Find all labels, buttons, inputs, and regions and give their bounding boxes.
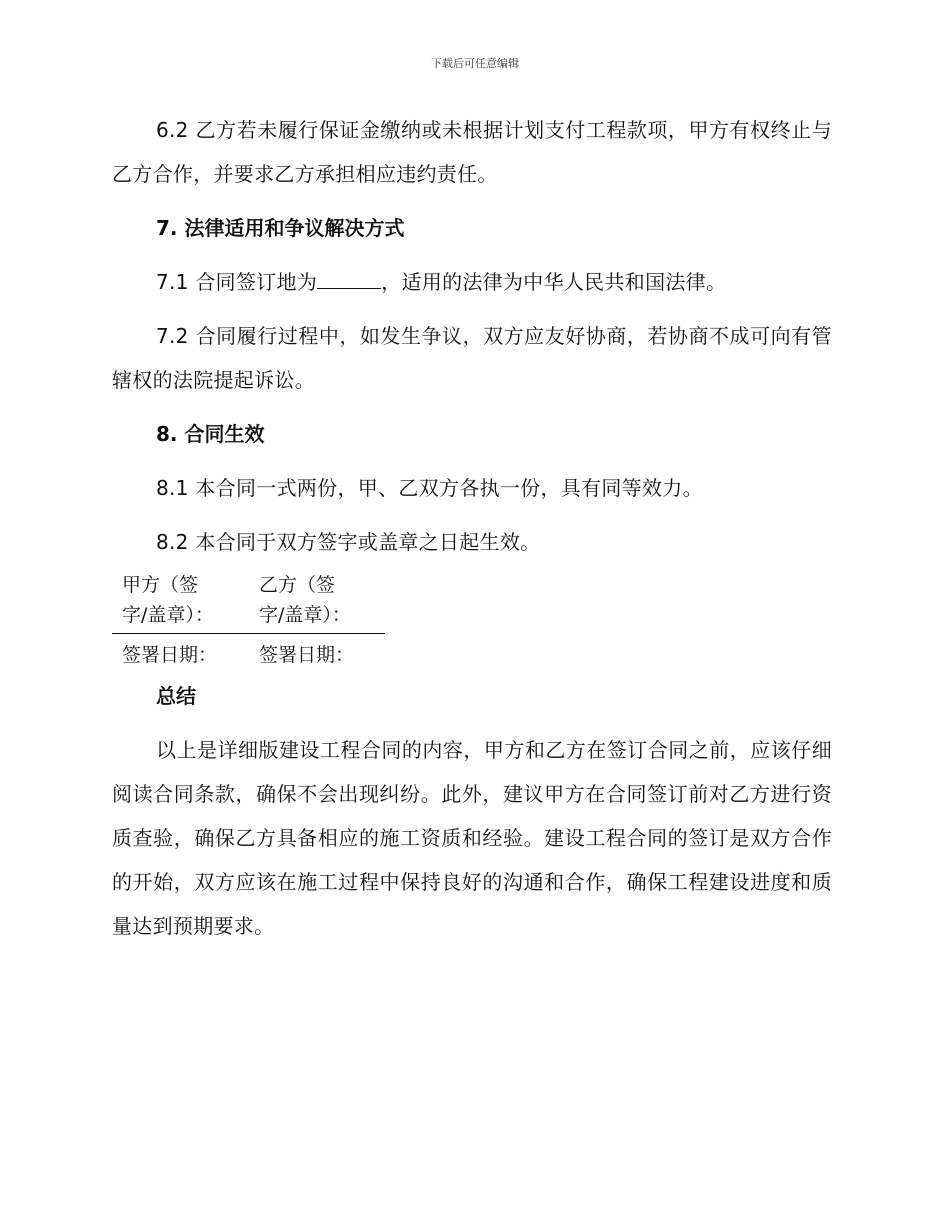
spacer — [112, 304, 832, 314]
signing-place-blank — [317, 272, 381, 289]
spacer — [112, 250, 832, 260]
party-b-date-cell: 签署日期： — [259, 644, 355, 666]
clause-7-1-text-before: 7.1 合同签订地为 — [156, 270, 318, 294]
party-a-date-cell: 签署日期： — [122, 644, 218, 666]
signature-row — [112, 570, 385, 634]
clause-6-2: 6.2 乙方若未履行保证金缴纳或未根据计划支付工程款项，甲方有权终止与乙方合作，并要求乙方承担相应违约责任。 — [112, 118, 832, 186]
summary-title: 总结 — [156, 684, 196, 708]
spacer — [112, 718, 832, 728]
spacer — [112, 456, 832, 466]
spacer — [112, 402, 832, 412]
signature-table — [112, 570, 385, 670]
page-header-note: 下载后可任意编辑 — [431, 57, 519, 70]
party-a-signature-cell — [112, 570, 259, 634]
clause-8-2: 8.2 本合同于双方签字或盖章之日起生效。 — [156, 530, 541, 554]
clause-7-2: 7.2 合同履行过程中，如发生争议，双方应友好协商，若协商不成可向有管辖权的法院提起诉讼。 — [112, 324, 832, 392]
party-b-signature-cell — [259, 570, 385, 634]
section-8-title: 8. 合同生效 — [156, 422, 265, 446]
section-7-title: 7. 法律适用和争议解决方式 — [156, 216, 405, 240]
document-body — [112, 108, 832, 948]
spacer — [112, 510, 832, 520]
party-a-label-line1: 甲方（签 — [122, 574, 199, 596]
summary-body: 以上是详细版建设工程合同的内容，甲方和乙方在签订合同之前，应该仔细阅读合同条款，确保不会出现纠纷。此外，建议甲方在合同签订前对乙方进行资质查验，确保乙方具备相应的施工资质和经验。建设工程合同的签订是双方合作的开始，双方应该在施工过程中保持良好的沟通和合作，确保工程建设进度和质量达到预期要求。 — [112, 738, 832, 938]
party-b-label-line2: 字/盖章）： — [259, 604, 351, 626]
signing-date-row — [112, 634, 385, 671]
clause-7-1 — [112, 260, 832, 304]
spacer — [112, 196, 832, 206]
party-a-label-line2: 字/盖章）： — [122, 604, 214, 626]
party-b-label-line1: 乙方（签 — [259, 574, 336, 596]
clause-8-1: 8.1 本合同一式两份，甲、乙双方各执一份，具有同等效力。 — [156, 476, 703, 500]
clause-7-1-text-after: ，适用的法律为中华人民共和国法律。 — [381, 270, 727, 294]
